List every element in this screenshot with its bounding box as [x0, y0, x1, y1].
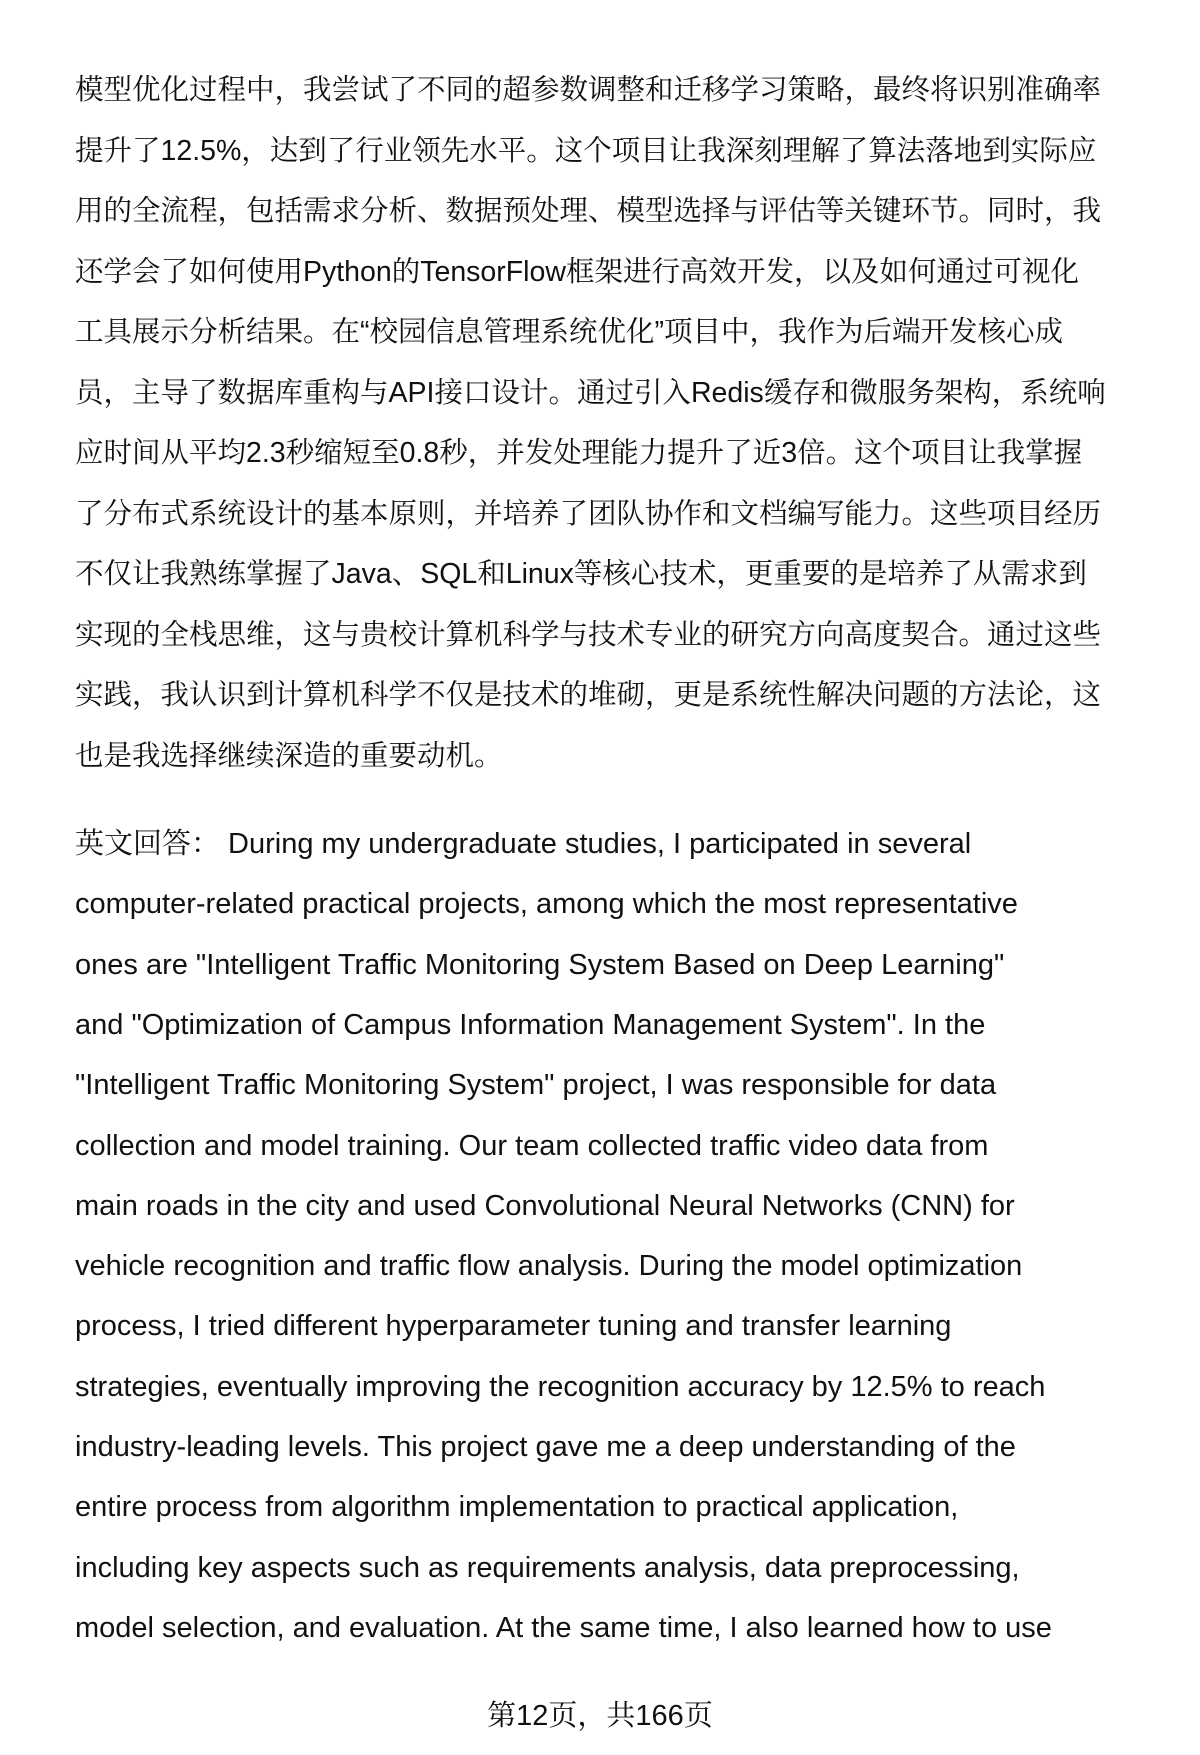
text-line: 不仅让我熟练掌握了Java、SQL和Linux等核心技术，更重要的是培养了从需求到 [75, 558, 1087, 590]
text-line: 模型优化过程中，我尝试了不同的超参数调整和迁移学习策略，最终将识别准确率 [75, 74, 1102, 106]
text-line: including key aspects such as requirements analysis, data preprocessing, [75, 1551, 1020, 1584]
text-line: entire process from algorithm implementation to practical application, [75, 1491, 959, 1524]
text-line: 还学会了如何使用Python的TensorFlow框架进行高效开发，以及如何通过可视化 [75, 255, 1079, 288]
text-line: 员，主导了数据库重构与API接口设计。通过引入Redis缓存和微服务架构，系统响 [75, 376, 1106, 409]
text-line: main roads in the city and used Convolutional Neural Networks (CNN) for [75, 1189, 1015, 1222]
text-line: 用的全流程，包括需求分析、数据预处理、模型选择与评估等关键环节。同时，我 [75, 195, 1102, 227]
page-number: 第12页，共166页 [487, 1700, 713, 1732]
text-line: 实践，我认识到计算机科学不仅是技术的堆砌，更是系统性解决问题的方法论，这 [75, 679, 1102, 711]
text-line: model selection, and evaluation. At the same time, I also learned how to use [75, 1611, 1052, 1644]
text-line: computer-related practical projects, among which the most representative [75, 888, 1018, 921]
text-line: ones are "Intelligent Traffic Monitoring System Based on Deep Learning" [75, 948, 1005, 981]
text-line: 了分布式系统设计的基本原则，并培养了团队协作和文档编写能力。这些项目经历 [75, 497, 1102, 530]
text-line: collection and model training. Our team collected traffic video data from [75, 1129, 989, 1162]
text-line: 应时间从平均2.3秒缩短至0.8秒，并发处理能力提升了近3倍。这个项目让我掌握 [75, 437, 1083, 469]
text-line: and "Optimization of Campus Information Management System". In the [75, 1008, 986, 1041]
text-line: 工具展示分析结果。在“校园信息管理系统优化”项目中，我作为后端开发核心成 [75, 316, 1063, 348]
text-line: strategies, eventually improving the recognition accuracy by 12.5% to reach [75, 1370, 1046, 1403]
text-line: industry-leading levels. This project gave me a deep understanding of the [75, 1431, 1016, 1463]
text-line: process, I tried different hyperparameter tuning and transfer learning [75, 1310, 952, 1343]
text-line: 英文回答： During my undergraduate studies, I participated in several [75, 828, 972, 860]
text-line: "Intelligent Traffic Monitoring System" project, I was responsible for data [75, 1069, 997, 1102]
text-line: 也是我选择继续深造的重要动机。 [75, 739, 503, 772]
text-line: 提升了12.5%，达到了行业领先水平。这个项目让我深刻理解了算法落地到实际应 [75, 134, 1097, 167]
text-line: vehicle recognition and traffic flow analysis. During the model optimization [75, 1250, 1023, 1283]
text-line: 实现的全栈思维，这与贵校计算机科学与技术专业的研究方向高度契合。通过这些 [75, 618, 1102, 651]
